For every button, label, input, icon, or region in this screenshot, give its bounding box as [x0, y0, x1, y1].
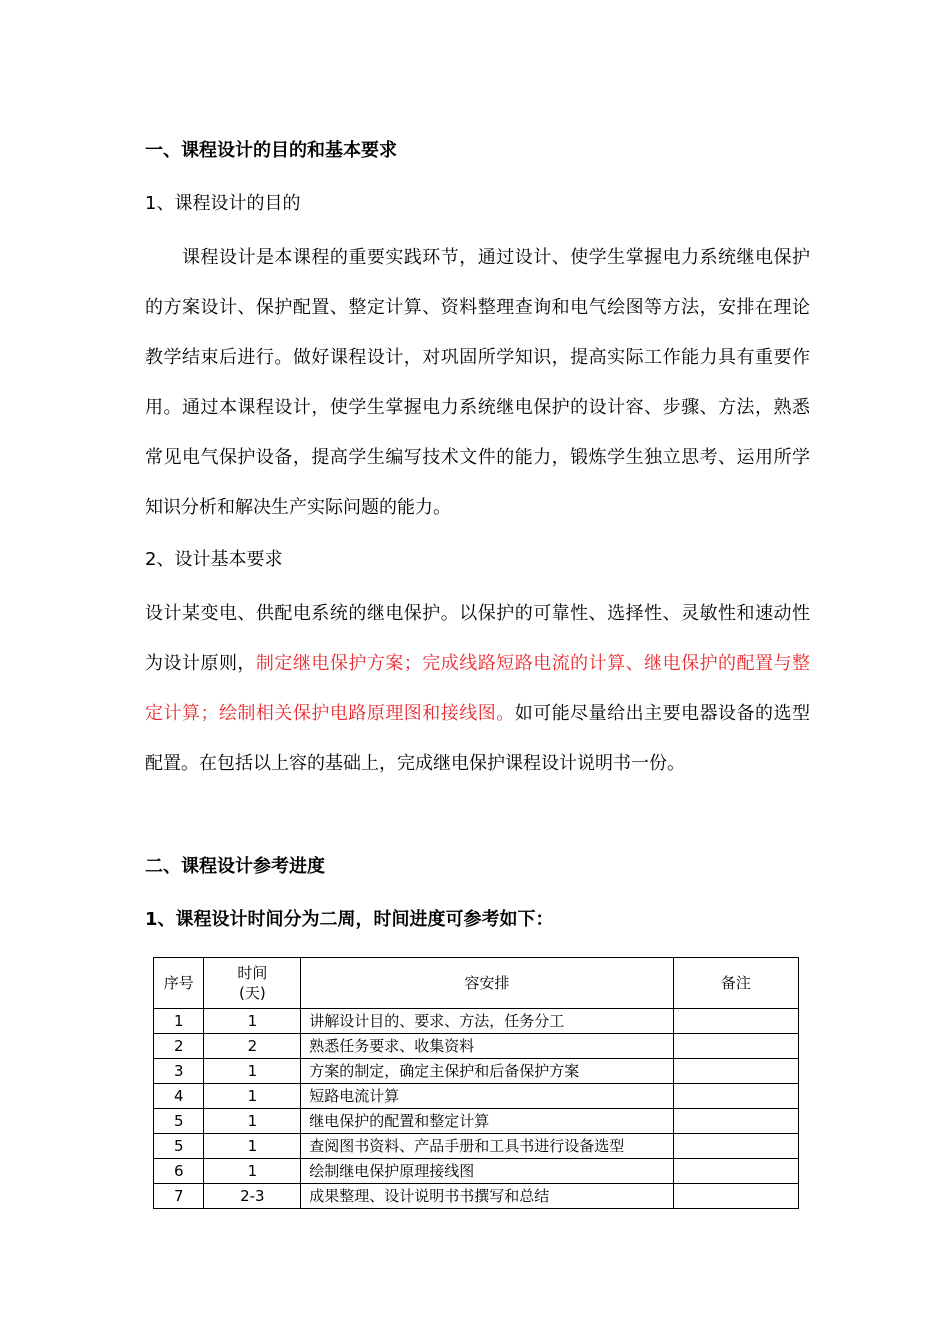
table-row	[154, 1084, 799, 1109]
cell-days: 2-3	[204, 1184, 301, 1209]
table-header-row	[154, 958, 799, 1009]
subsection-purpose-heading: 1、课程设计的目的	[145, 193, 301, 214]
cell-content: 继电保护的配置和整定计算	[301, 1109, 674, 1134]
cell-no: 7	[154, 1184, 204, 1209]
header-no: 序号	[154, 958, 204, 1009]
cell-no: 1	[154, 1009, 204, 1034]
cell-content: 短路电流计算	[301, 1084, 674, 1109]
schedule-intro: 1、课程设计时间分为二周，时间进度可参考如下：	[145, 909, 554, 930]
header-days-line2: (天)	[238, 984, 266, 1002]
cell-no: 4	[154, 1084, 204, 1109]
cell-days: 1	[204, 1009, 301, 1034]
cell-days: 1	[204, 1109, 301, 1134]
cell-content: 熟悉任务要求、收集资料	[301, 1034, 674, 1059]
table-row	[154, 1059, 799, 1084]
header-days-line1: 时间	[237, 964, 268, 982]
cell-no: 5	[154, 1134, 204, 1159]
cell-no: 3	[154, 1059, 204, 1084]
section-1-heading: 一、课程设计的目的和基本要求	[145, 140, 397, 161]
cell-days: 1	[204, 1084, 301, 1109]
schedule-table	[153, 957, 799, 1209]
table-row	[154, 1159, 799, 1184]
section-2-heading: 二、课程设计参考进度	[145, 856, 325, 877]
cell-content: 绘制继电保护原理接线图	[301, 1159, 674, 1184]
cell-note	[673, 1084, 798, 1109]
requirements-text-1: 设计某变电、供配电系统的继电保护。以保护的可靠性、选择性、灵敏性和速动性为设计原则，	[145, 603, 810, 674]
cell-no: 2	[154, 1034, 204, 1059]
table-row	[154, 1109, 799, 1134]
cell-note	[673, 1159, 798, 1184]
cell-note	[673, 1009, 798, 1034]
cell-days: 1	[204, 1059, 301, 1084]
cell-content: 讲解设计目的、要求、方法，任务分工	[301, 1009, 674, 1034]
cell-note	[673, 1184, 798, 1209]
cell-note	[673, 1134, 798, 1159]
requirements-highlight: 制定继电保护方案；完成线路短路电流的计算、继电保护的配置与整定计算；绘制相关保护电路原理图和接线图。	[145, 653, 811, 724]
table-row	[154, 1034, 799, 1059]
cell-no: 5	[154, 1109, 204, 1134]
table-body	[154, 1009, 799, 1209]
table-row	[154, 1184, 799, 1209]
header-content: 容安排	[301, 958, 674, 1009]
cell-content: 方案的制定，确定主保护和后备保护方案	[301, 1059, 674, 1084]
subsection-requirements-heading: 2、设计基本要求	[145, 549, 283, 570]
header-note: 备注	[673, 958, 798, 1009]
cell-days: 2	[204, 1034, 301, 1059]
header-days	[204, 958, 301, 1009]
cell-no: 6	[154, 1159, 204, 1184]
table-row	[154, 1134, 799, 1159]
requirements-paragraph	[145, 589, 810, 789]
cell-content: 查阅图书资料、产品手册和工具书进行设备选型	[301, 1134, 674, 1159]
table-row	[154, 1009, 799, 1034]
requirements-text-2: 如可能尽量给出主要电器设备的选型配置。在包括以上容的基础上，完成继电保护课程设计说明书一份。	[145, 703, 811, 774]
cell-note	[673, 1034, 798, 1059]
cell-days: 1	[204, 1134, 301, 1159]
cell-note	[673, 1059, 798, 1084]
cell-content: 成果整理、设计说明书书撰写和总结	[301, 1184, 674, 1209]
purpose-paragraph: 课程设计是本课程的重要实践环节，通过设计、使学生掌握电力系统继电保护的方案设计、保护配置、整定计算、资料整理查询和电气绘图等方法，安排在理论教学结束后进行。做好课程设计，对巩固所学知识，提高实际工作能力具有重要作用。通过本课程设计，使学生掌握电力系统继电保护的设计容、步骤、方法，熟悉常见电气保护设备，提高学生编写技术文件的能力，锻炼学生独立思考、运用所学知识分析和解决生产实际问题的能力。	[145, 247, 810, 518]
cell-note	[673, 1109, 798, 1134]
cell-days: 1	[204, 1159, 301, 1184]
